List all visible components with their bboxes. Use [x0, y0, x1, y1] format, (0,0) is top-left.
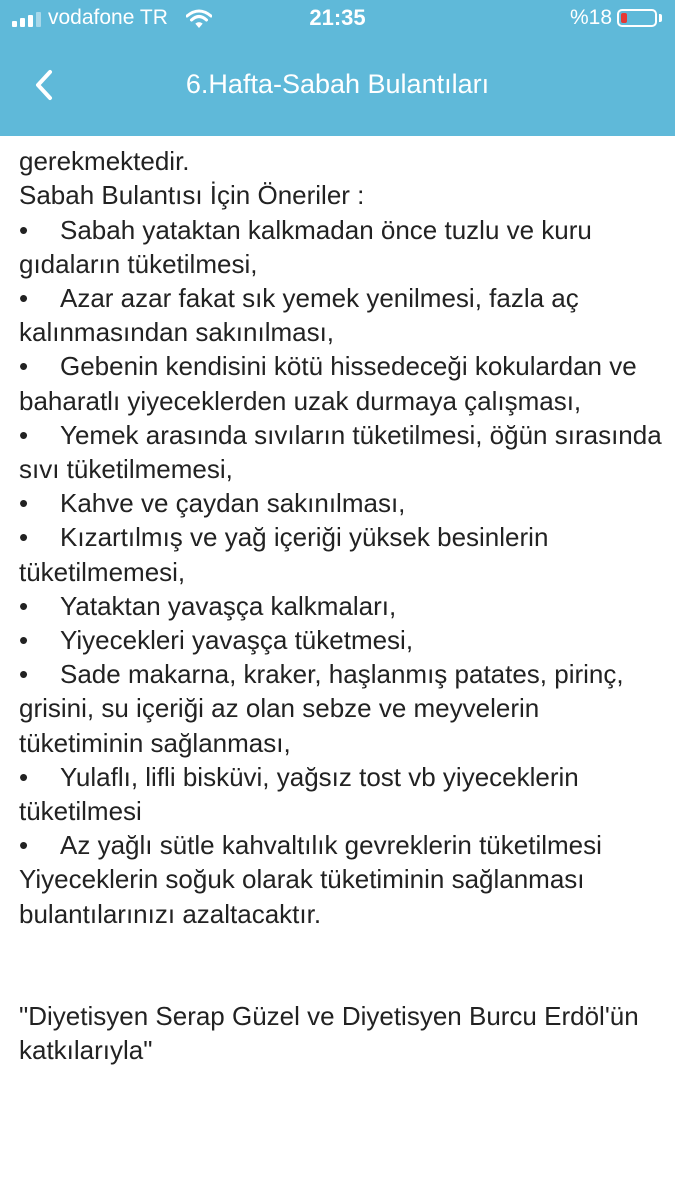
status-time: 21:35 [309, 5, 366, 30]
article-credit: "Diyetisyen Serap Güzel ve Diyetisyen Burcu Erdöl'ün katkılarıyla" [19, 1000, 639, 1066]
app-header [0, 0, 675, 136]
article-content [19, 110, 664, 1067]
recommendation-text: Yulaflı, lifli bisküvi, yağsız tost vb yiyeceklerin tüketilmesi [19, 761, 579, 827]
recommendation-text: Sade makarna, kraker, haşlanmış patates, pirinç, grisini, su içeriği az olan sebze ve meyvelerin tüketiminin sağlanması, [19, 659, 624, 758]
bullet-icon: • [19, 522, 29, 553]
battery-level [621, 13, 627, 23]
recommendation-text: Yemek arasında sıvıların tüketilmesi, öğün sırasında sıvı tüketilmemesi, [19, 419, 662, 485]
recommendation-item [19, 349, 664, 417]
recommendation-item [19, 486, 664, 520]
article-closing: Yiyeceklerin soğuk olarak tüketiminin sağlanması bulantılarınızı azaltacaktır. [19, 864, 585, 929]
bullet-icon: • [19, 488, 29, 519]
recommendation-item [19, 623, 664, 657]
recommendation-item [19, 281, 664, 349]
bullet-icon: • [19, 830, 29, 861]
battery-icon [617, 9, 657, 27]
spacer [19, 931, 664, 999]
battery-cap [659, 14, 662, 22]
bullet-icon: • [19, 659, 29, 690]
bullet-icon: • [19, 419, 29, 450]
recommendation-text: Azar azar fakat sık yemek yenilmesi, fazla aç kalınmasından sakınılması, [19, 283, 579, 348]
status-bar [0, 0, 675, 38]
recommendation-text: Gebenin kendisini kötü hissedeceği kokulardan ve baharatlı yiyeceklerden uzak durmaya çalışması, [19, 351, 637, 416]
recommendation-item [19, 828, 664, 862]
recommendation-text: Yataktan yavaşça kalkmaları, [60, 590, 397, 621]
bullet-icon: • [19, 351, 29, 382]
page-title: 6.Hafta-Sabah Bulantıları [185, 69, 490, 99]
back-button[interactable] [28, 62, 68, 108]
chevron-left-icon [28, 62, 68, 108]
recommendation-item [19, 657, 664, 760]
recommendation-text: Az yağlı sütle kahvaltılık gevreklerin tüketilmesi [60, 830, 602, 861]
recommendation-list [19, 213, 664, 863]
bullet-icon: • [19, 590, 29, 621]
carrier-name: vodafone TR [48, 6, 168, 29]
recommendation-text: Kızartılmış ve yağ içeriği yüksek besinlerin tüketilmemesi, [19, 522, 549, 587]
recommendation-text: Yiyecekleri yavaşça tüketmesi, [60, 625, 414, 656]
recommendation-item [19, 213, 664, 281]
recommendation-item [19, 418, 664, 486]
battery-percentage: %18 [570, 6, 613, 29]
bullet-icon: • [19, 625, 29, 656]
article-heading: Sabah Bulantısı İçin Öneriler : [19, 180, 365, 211]
recommendation-item [19, 520, 664, 588]
bullet-icon: • [19, 761, 29, 792]
bullet-icon: • [19, 214, 29, 245]
recommendation-text: Kahve ve çaydan sakınılması, [60, 488, 406, 519]
recommendation-item [19, 589, 664, 623]
recommendation-text: Sabah yataktan kalkmadan önce tuzlu ve kuru gıdaların tüketilmesi, [19, 214, 592, 279]
recommendation-item [19, 760, 664, 828]
article-cut-line-2: gerekmektedir. [19, 146, 190, 177]
bullet-icon: • [19, 283, 29, 314]
